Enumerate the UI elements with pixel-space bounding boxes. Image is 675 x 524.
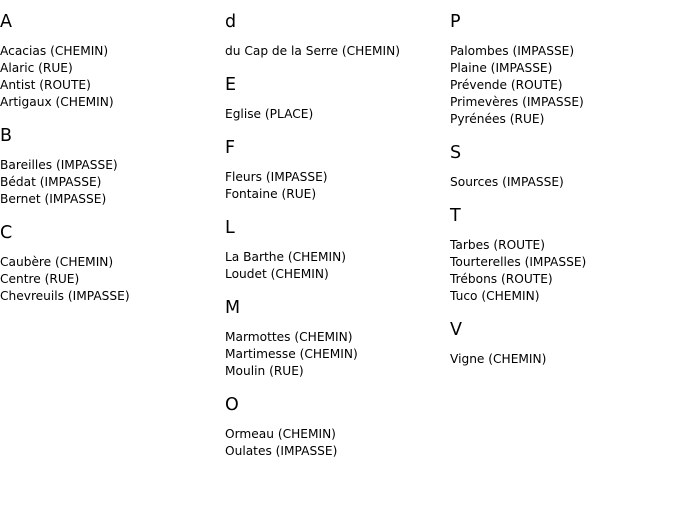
letter-group: [0, 11, 220, 111]
street-list: [0, 157, 220, 208]
street-link[interactable]: La Barthe (CHEMIN): [225, 250, 346, 264]
street-link[interactable]: Oulates (IMPASSE): [225, 444, 338, 458]
street-link[interactable]: Chevreuils (IMPASSE): [0, 289, 130, 303]
street-link[interactable]: Plaine (IMPASSE): [450, 61, 553, 75]
letter-group: [225, 74, 445, 123]
street-link[interactable]: du Cap de la Serre (CHEMIN): [225, 44, 401, 58]
street-link[interactable]: Primevères (IMPASSE): [450, 95, 584, 109]
letter-heading: M: [225, 298, 241, 318]
street-list: [225, 106, 445, 123]
letter-group: [225, 217, 445, 283]
street-link[interactable]: Ormeau (CHEMIN): [225, 427, 336, 441]
letter-heading: d: [225, 12, 237, 32]
letter-heading: E: [225, 75, 237, 95]
street-link[interactable]: Marmottes (CHEMIN): [225, 330, 353, 344]
letter-heading: P: [450, 12, 461, 32]
letter-group: [225, 137, 445, 203]
letter-group: [225, 11, 445, 60]
street-link[interactable]: Bareilles (IMPASSE): [0, 158, 118, 172]
street-link[interactable]: Artigaux (CHEMIN): [0, 95, 114, 109]
index-column: [225, 11, 445, 474]
street-link[interactable]: Palombes (IMPASSE): [450, 44, 575, 58]
street-list: [450, 43, 670, 128]
street-link[interactable]: Eglise (PLACE): [225, 107, 314, 121]
letter-group: [450, 11, 670, 128]
street-list: [225, 43, 445, 60]
letter-heading: S: [450, 143, 462, 163]
street-list: [225, 249, 445, 283]
letter-heading: O: [225, 395, 239, 415]
street-list: [0, 43, 220, 111]
index-column: [450, 11, 670, 382]
letter-group: [450, 319, 670, 368]
letter-heading: A: [0, 12, 12, 32]
street-link[interactable]: Moulin (RUE): [225, 364, 304, 378]
street-link[interactable]: Fontaine (RUE): [225, 187, 317, 201]
street-link[interactable]: Bédat (IMPASSE): [0, 175, 102, 189]
street-link[interactable]: Loudet (CHEMIN): [225, 267, 329, 281]
street-link[interactable]: Bernet (IMPASSE): [0, 192, 107, 206]
street-link[interactable]: Fleurs (IMPASSE): [225, 170, 328, 184]
letter-heading: L: [225, 218, 235, 238]
street-list: [450, 174, 670, 191]
street-list: [0, 254, 220, 305]
street-link[interactable]: Alaric (RUE): [0, 61, 73, 75]
letter-heading: B: [0, 126, 13, 146]
street-link[interactable]: Pyrénées (RUE): [450, 112, 545, 126]
street-link[interactable]: Trébons (ROUTE): [450, 272, 553, 286]
street-link[interactable]: Centre (RUE): [0, 272, 80, 286]
street-link[interactable]: Caubère (CHEMIN): [0, 255, 114, 269]
letter-group: [225, 297, 445, 380]
street-link[interactable]: Vigne (CHEMIN): [450, 352, 547, 366]
letter-heading: F: [225, 138, 236, 158]
letter-heading: C: [0, 223, 13, 243]
street-link[interactable]: Prévende (ROUTE): [450, 78, 563, 92]
street-link[interactable]: Sources (IMPASSE): [450, 175, 564, 189]
letter-group: [225, 394, 445, 460]
street-link[interactable]: Martimesse (CHEMIN): [225, 347, 358, 361]
index-column: [0, 11, 220, 319]
letter-group: [0, 222, 220, 305]
street-list: [450, 237, 670, 305]
street-link[interactable]: Tourterelles (IMPASSE): [450, 255, 587, 269]
street-list: [225, 426, 445, 460]
letter-group: [450, 142, 670, 191]
letter-heading: T: [450, 206, 461, 226]
street-list: [225, 329, 445, 380]
street-link[interactable]: Acacias (CHEMIN): [0, 44, 109, 58]
letter-group: [0, 125, 220, 208]
letter-group: [450, 205, 670, 305]
street-list: [225, 169, 445, 203]
street-list: [450, 351, 670, 368]
street-link[interactable]: Tuco (CHEMIN): [450, 289, 540, 303]
street-link[interactable]: Tarbes (ROUTE): [450, 238, 545, 252]
letter-heading: V: [450, 320, 462, 340]
street-link[interactable]: Antist (ROUTE): [0, 78, 91, 92]
